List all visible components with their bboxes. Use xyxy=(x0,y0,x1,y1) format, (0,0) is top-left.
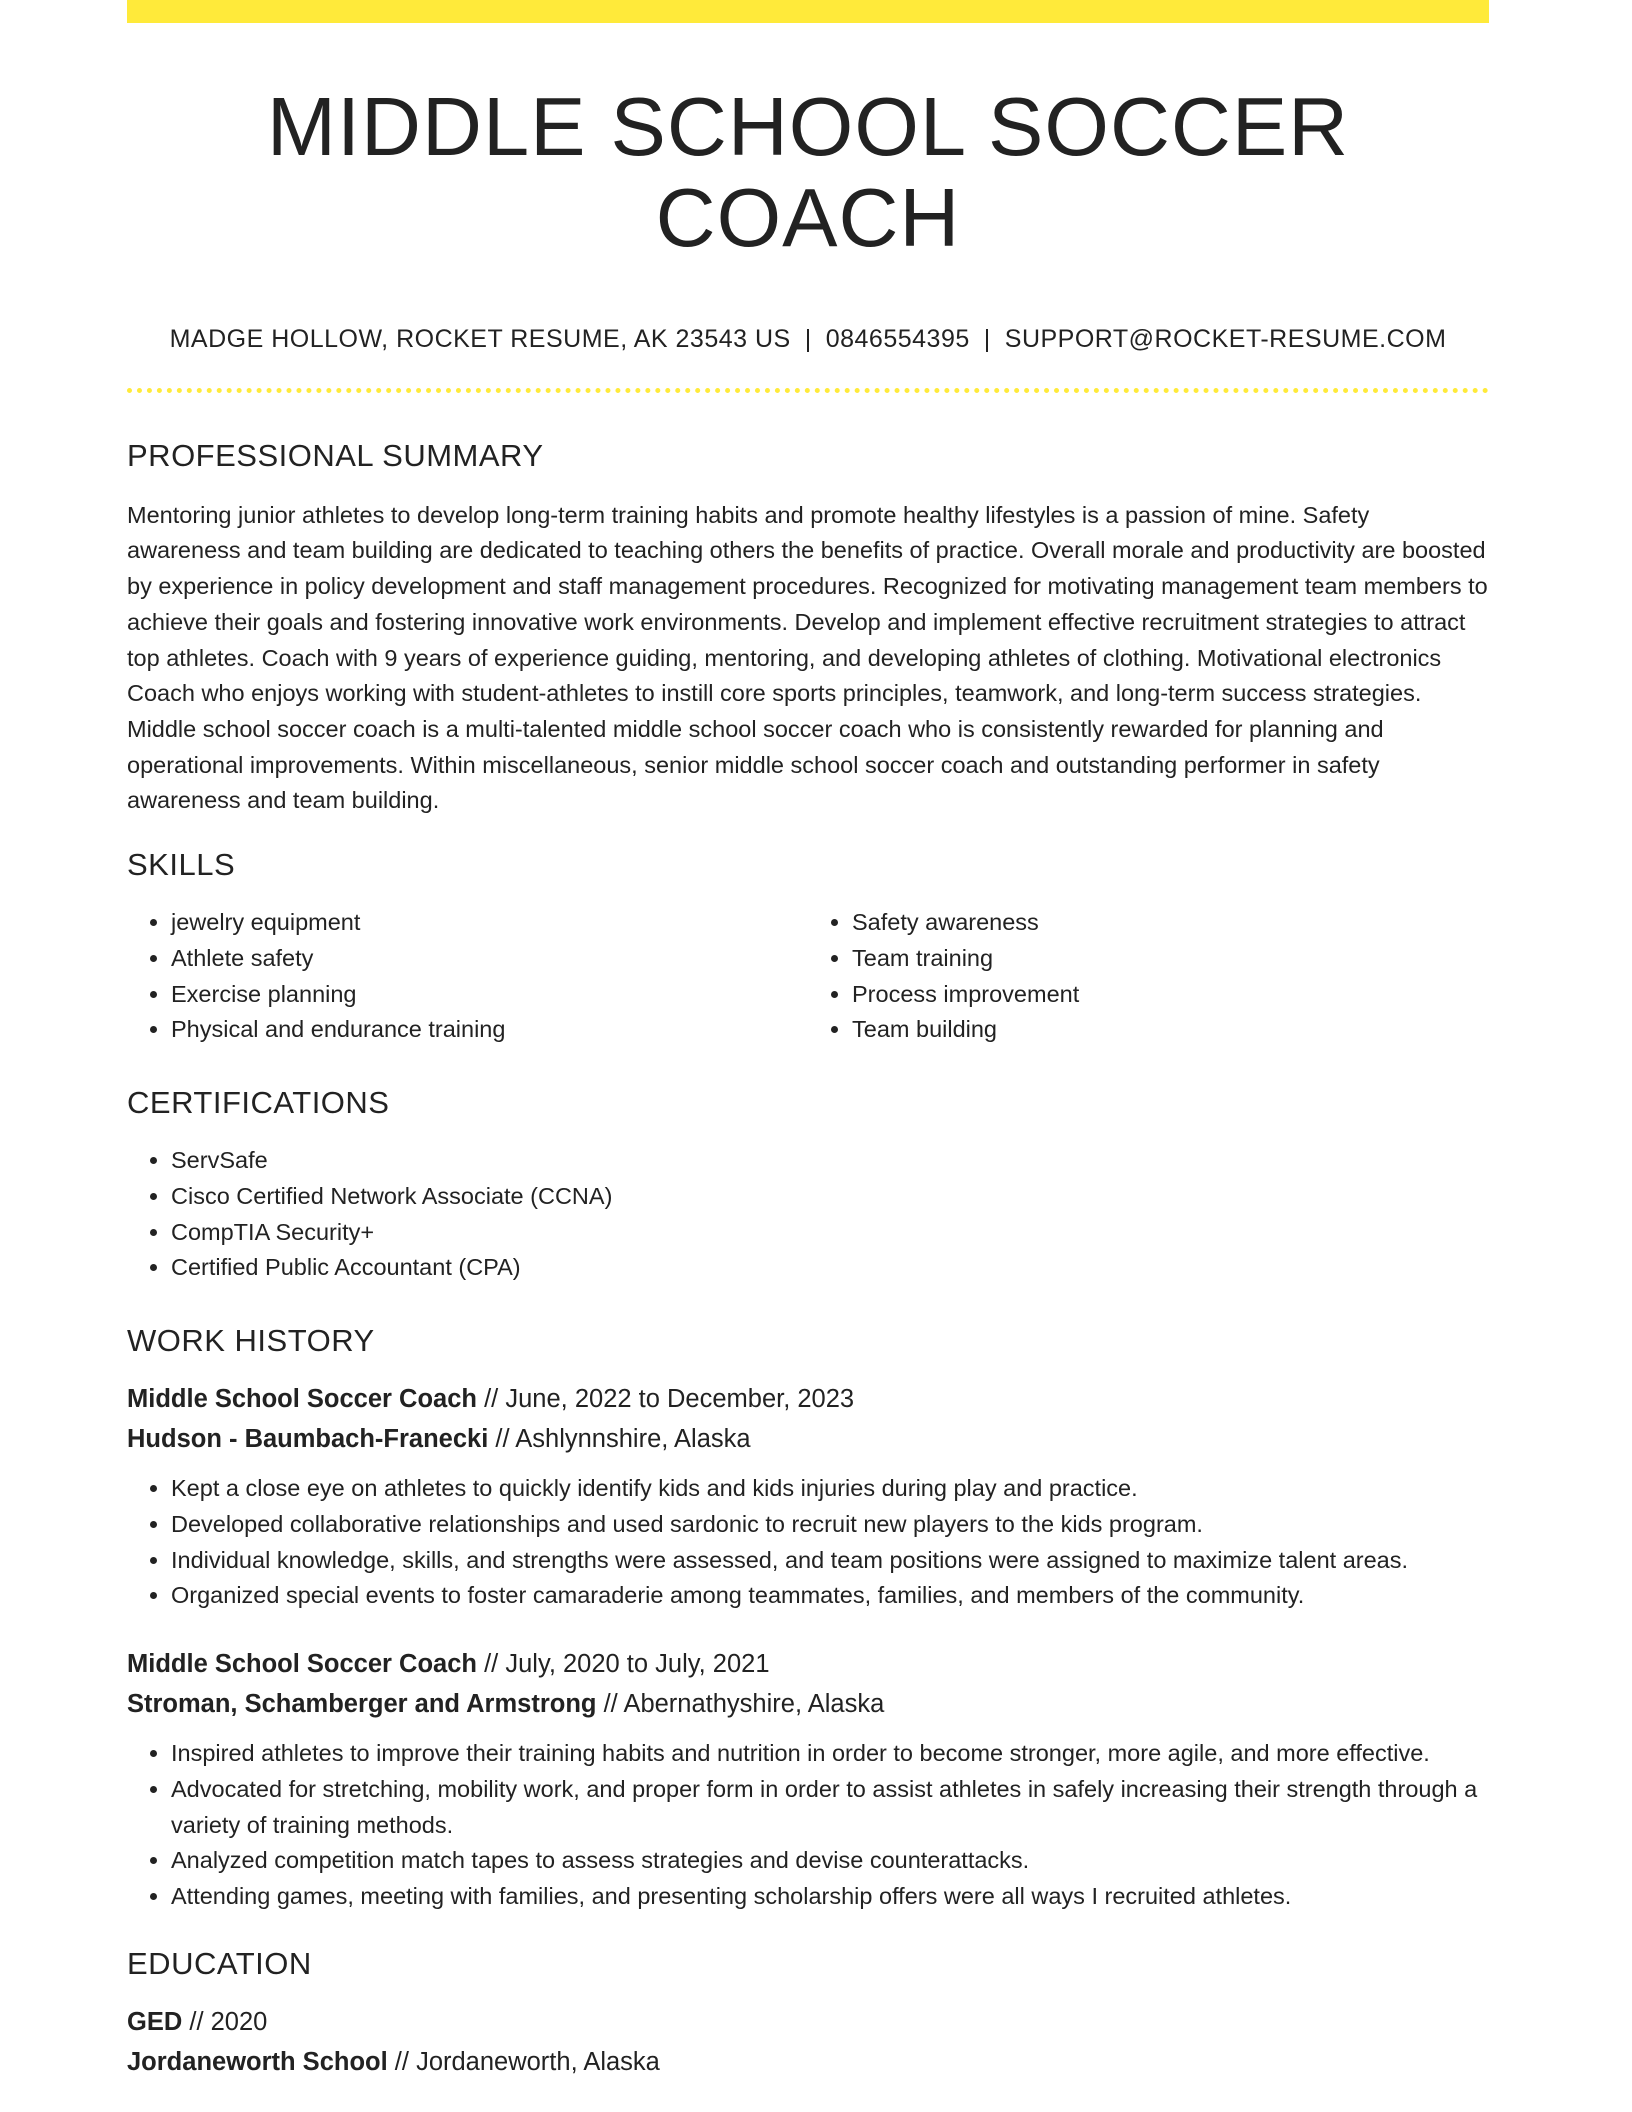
contact-separator: | xyxy=(804,324,812,353)
page-title: MIDDLE SCHOOL SOCCER COACH xyxy=(266,80,1350,265)
job-divider: // xyxy=(484,1385,499,1414)
job-title-line xyxy=(127,1379,1489,1419)
job-company-line xyxy=(127,1684,1489,1724)
education-section xyxy=(127,1945,1489,2082)
job-title-line xyxy=(127,1644,1489,1684)
education-degree-line xyxy=(127,2002,1489,2042)
job-company: Hudson - Baumbach-Franecki xyxy=(127,1425,489,1454)
certification-item: • ServSafe xyxy=(171,1143,1489,1179)
summary-text: Mentoring junior athletes to develop long-term training habits and promote healthy lifestyles is a passion of mine. Safety awareness and team building are dedicated to teaching others the benefits of practice. Overall morale and productivity are boosted by experience in policy development and staff management procedures. Recognized for motivating management team members to achieve their goals and fostering innovative work environments. Develop and implement effective recruitment strategies to attract top athletes. Coach with 9 years of experience guiding, mentoring, and developing athletes of clothing. Motivational electronics Coach who enjoys working with student-athletes to instill core sports principles, teamwork, and long-term success strategies. Middle school soccer coach is a multi-talented middle school soccer coach who is consistently rewarded for planning and operational improvements. Within miscellaneous, senior middle school soccer coach and outstanding performer in safety awareness and team building. xyxy=(127,501,1488,814)
job-divider: // xyxy=(484,1650,499,1679)
job-entry xyxy=(127,1644,1489,1915)
job-location: Abernathyshire, Alaska xyxy=(623,1690,885,1719)
contact-address: MADGE HOLLOW, ROCKET RESUME, AK 23543 US xyxy=(169,324,791,353)
resume-page xyxy=(127,0,1489,2082)
job-bullet: • Advocated for stretching, mobility work, and proper form in order to assist athletes in safely increasing their strength through a variety of training methods. xyxy=(171,1772,1489,1843)
education-year: 2020 xyxy=(210,2007,268,2036)
certifications-heading: CERTIFICATIONS xyxy=(127,1085,390,1121)
job-bullet: • Developed collaborative relationships and used sardonic to recruit new players to the kids program. xyxy=(171,1507,1489,1543)
job-role: Middle School Soccer Coach xyxy=(127,1385,477,1414)
job-role: Middle School Soccer Coach xyxy=(127,1650,477,1679)
job-bullets xyxy=(127,1736,1489,1915)
education-school: Jordaneworth School xyxy=(127,2047,388,2076)
skills-list-right xyxy=(808,905,1489,1048)
summary-heading: PROFESSIONAL SUMMARY xyxy=(127,437,544,473)
skill-item: • Exercise planning xyxy=(171,977,808,1013)
contact-email: SUPPORT@ROCKET-RESUME.COM xyxy=(1004,324,1447,353)
contact-separator: | xyxy=(983,324,991,353)
job-bullet: • Attending games, meeting with families, and presenting scholarship offers were all ways I recruited athletes. xyxy=(171,1879,1489,1915)
education-location: Jordaneworth, Alaska xyxy=(416,2047,660,2076)
job-bullet: • Organized special events to foster camaraderie among teammates, families, and members of the community. xyxy=(171,1578,1489,1614)
skill-item: • jewelry equipment xyxy=(171,905,808,941)
job-bullet: • Analyzed competition match tapes to assess strategies and devise counterattacks. xyxy=(171,1843,1489,1879)
certifications-section xyxy=(127,1084,1489,1286)
job-bullet: • Kept a close eye on athletes to quickly identify kids and kids injuries during play and practice. xyxy=(171,1471,1489,1507)
certification-item: • CompTIA Security+ xyxy=(171,1215,1489,1251)
job-company: Stroman, Schamberger and Armstrong xyxy=(127,1690,597,1719)
job-dates: June, 2022 to December, 2023 xyxy=(505,1385,855,1414)
certification-item: • Certified Public Accountant (CPA) xyxy=(171,1250,1489,1286)
job-divider: // xyxy=(603,1690,618,1719)
job-bullet: • Individual knowledge, skills, and strengths were assessed, and team positions were assigned to maximize talent areas. xyxy=(171,1543,1489,1579)
skills-section xyxy=(127,846,1489,1048)
contact-line xyxy=(127,324,1489,354)
job-bullet: • Inspired athletes to improve their training habits and nutrition in order to become stronger, more agile, and more effective. xyxy=(171,1736,1489,1772)
certification-item: • Cisco Certified Network Associate (CCNA) xyxy=(171,1179,1489,1215)
education-school-line xyxy=(127,2042,1489,2082)
job-dates: July, 2020 to July, 2021 xyxy=(505,1650,770,1679)
contact-phone: 0846554395 xyxy=(825,324,970,353)
skill-item: • Process improvement xyxy=(852,977,1489,1013)
work-history-heading: WORK HISTORY xyxy=(127,1323,375,1359)
skills-grid xyxy=(127,905,1489,1048)
skills-heading: SKILLS xyxy=(127,847,236,883)
skill-item: • Team training xyxy=(852,941,1489,977)
job-location: Ashlynnshire, Alaska xyxy=(515,1425,751,1454)
skills-list-left xyxy=(127,905,808,1048)
skill-item: • Safety awareness xyxy=(852,905,1489,941)
work-history-section xyxy=(127,1322,1489,1915)
job-bullets xyxy=(127,1471,1489,1614)
skill-item: • Physical and endurance training xyxy=(171,1012,808,1048)
job-divider: // xyxy=(495,1425,510,1454)
skill-item: • Athlete safety xyxy=(171,941,808,977)
education-divider: // xyxy=(394,2047,409,2076)
job-entry xyxy=(127,1379,1489,1614)
education-divider: // xyxy=(189,2007,204,2036)
top-accent-bar xyxy=(127,0,1489,23)
job-company-line xyxy=(127,1419,1489,1459)
header-divider xyxy=(127,388,1489,393)
education-degree: GED xyxy=(127,2007,183,2036)
certifications-list xyxy=(127,1143,1489,1286)
education-heading: EDUCATION xyxy=(127,1945,312,1981)
skill-item: • Team building xyxy=(852,1012,1489,1048)
